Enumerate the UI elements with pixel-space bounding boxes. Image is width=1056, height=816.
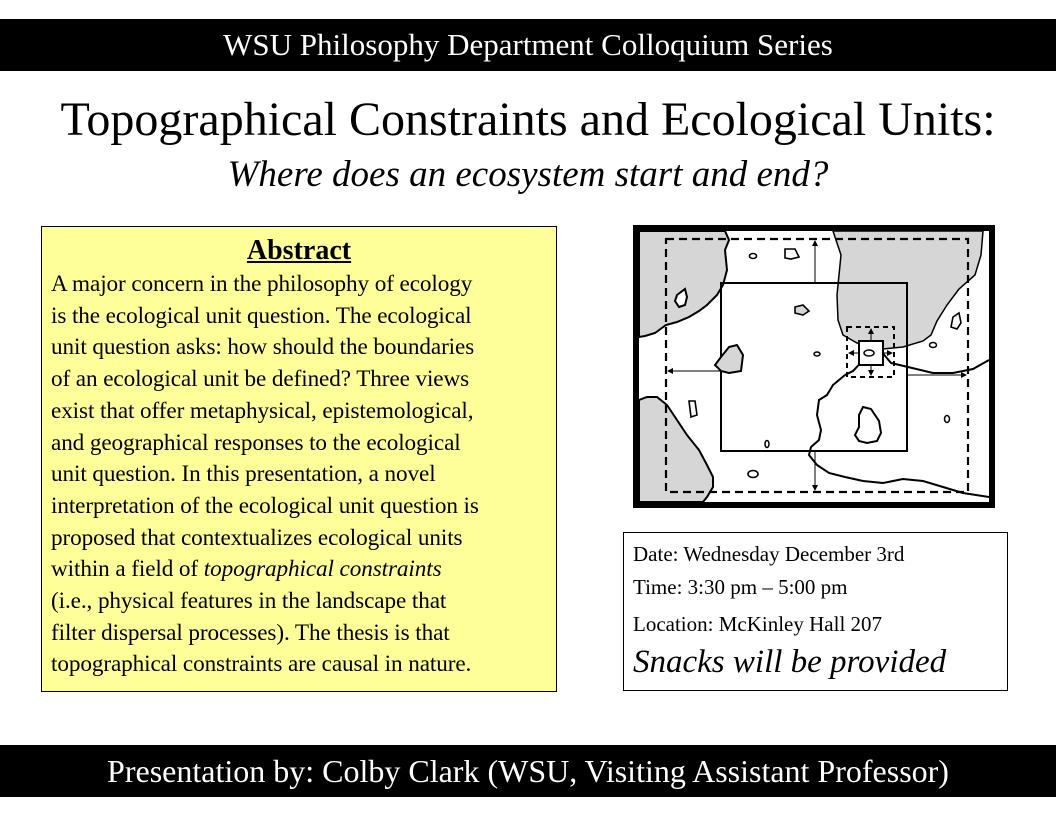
abstract-line: interpretation of the ecological unit question is: [51, 492, 479, 519]
abstract-line: unit question. In this presentation, a novel: [51, 461, 436, 488]
abstract-heading: Abstract: [246, 235, 352, 266]
abstract-line: [51, 554, 547, 586]
abstract-line-text: within a field of: [51, 556, 204, 583]
snacks-note: Snacks will be provided: [633, 644, 947, 680]
abstract-line: of an ecological unit be defined? Three views: [51, 366, 470, 393]
abstract-line: topographical constraints are causal in nature.: [51, 651, 472, 678]
page-subtitle: Where does an ecosystem start and end?: [227, 154, 829, 195]
abstract-body: [51, 269, 547, 681]
abstract-line: A major concern in the philosophy of ecology: [51, 271, 473, 297]
page-title: Topographical Constraints and Ecological Units:: [60, 93, 996, 146]
landscape-diagram: [633, 225, 995, 508]
series-title: WSU Philosophy Department Colloquium Series: [223, 27, 833, 62]
event-date: Date: Wednesday December 3rd: [633, 542, 905, 566]
series-banner: [0, 19, 1056, 71]
abstract-line: and geographical responses to the ecological: [51, 429, 461, 456]
italic-phrase: topographical constraints: [203, 556, 442, 583]
abstract-line: proposed that contextualizes ecological units: [51, 524, 463, 551]
abstract-box: [41, 226, 557, 692]
presenter-banner: [0, 745, 1056, 797]
abstract-line: exist that offer metaphysical, epistemological,: [51, 397, 474, 424]
abstract-line: is the ecological unit question. The ecological: [51, 302, 472, 329]
event-location: Location: McKinley Hall 207: [633, 612, 883, 636]
event-time: Time: 3:30 pm – 5:00 pm: [633, 575, 848, 599]
abstract-line: unit question asks: how should the boundaries: [51, 334, 475, 361]
abstract-line: filter dispersal processes). The thesis is that: [51, 619, 450, 646]
event-details-box: [623, 532, 1008, 691]
abstract-line: (i.e., physical features in the landscape that: [51, 588, 447, 615]
landscape-map-icon: [633, 225, 995, 508]
presenter-text: Presentation by: Colby Clark (WSU, Visiting Assistant Professor): [107, 753, 949, 789]
